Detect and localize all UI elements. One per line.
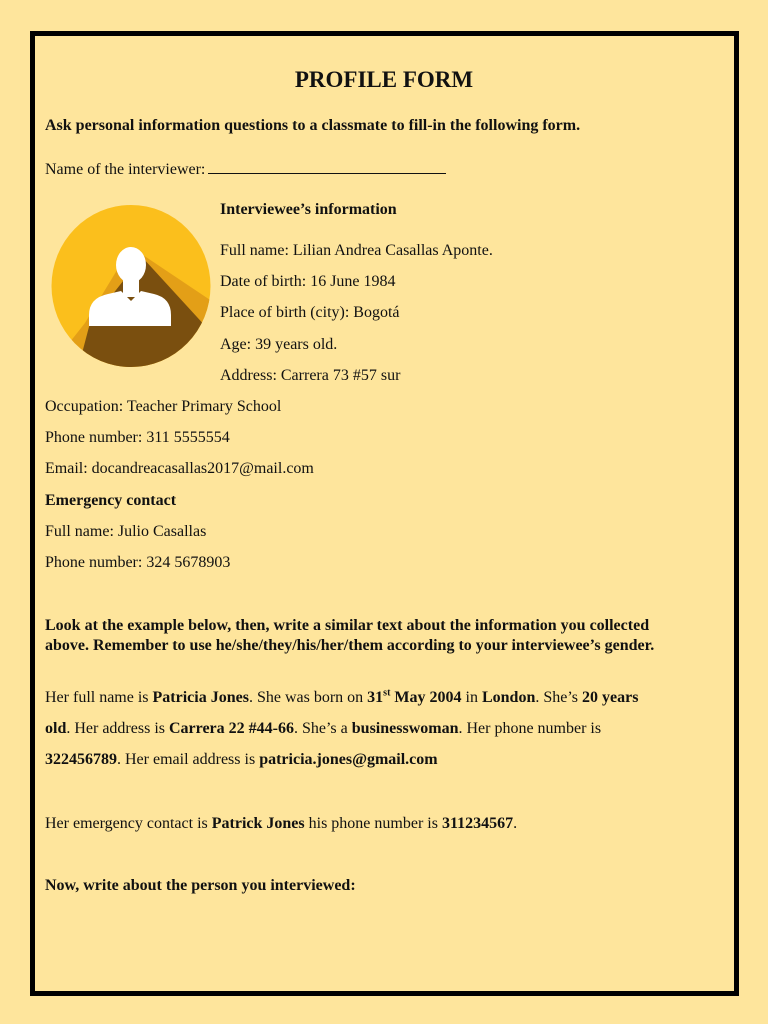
interviewee-occupation: Occupation: Teacher Primary School bbox=[45, 398, 282, 415]
interviewee-date-of-birth: Date of birth: 16 June 1984 bbox=[220, 273, 396, 290]
interviewee-phone: Phone number: 311 5555554 bbox=[45, 429, 230, 446]
interviewee-address: Address: Carrera 73 #57 sur bbox=[220, 367, 401, 384]
final-prompt: Now, write about the person you interviewed: bbox=[45, 877, 356, 894]
example-phone: 322456789 bbox=[45, 751, 117, 768]
interviewer-field[interactable] bbox=[45, 158, 446, 180]
example-email: patricia.jones@gmail.com bbox=[259, 751, 438, 768]
example-age-cont: old bbox=[45, 720, 67, 737]
instruction-text: Ask personal information questions to a classmate to fill-in the following form. bbox=[45, 117, 581, 134]
user-avatar-icon bbox=[50, 205, 212, 367]
example-job: businesswoman bbox=[351, 720, 459, 737]
example-text: . Her email address is bbox=[117, 751, 260, 768]
interviewee-age: Age: 39 years old. bbox=[220, 336, 338, 353]
emergency-example-text: . bbox=[513, 815, 518, 832]
example-text: . She’s a bbox=[293, 720, 352, 737]
example-month-year: May 2004 bbox=[390, 689, 462, 706]
example-address: Carrera 22 #44-66 bbox=[168, 720, 294, 737]
interviewer-blank-line[interactable] bbox=[208, 158, 446, 174]
interviewee-full-name: Full name: Lilian Andrea Casallas Aponte. bbox=[220, 242, 493, 259]
example-text: Her full name is bbox=[45, 689, 153, 706]
answer-area[interactable] bbox=[45, 900, 725, 978]
interviewee-place-of-birth: Place of birth (city): Bogotá bbox=[220, 304, 400, 321]
example-text: . Her address is bbox=[66, 720, 169, 737]
example-day-suffix: st bbox=[383, 687, 391, 699]
example-city: London bbox=[481, 689, 536, 706]
emergency-example-text: his phone number is bbox=[304, 815, 442, 832]
interviewee-email: Email: docandreacasallas2017@mail.com bbox=[45, 460, 314, 477]
task-line-2: above. Remember to use he/she/they/his/her/them according to your interviewee’s gender. bbox=[45, 637, 655, 654]
example-text: . She’s bbox=[535, 689, 583, 706]
example-name: Patricia Jones bbox=[152, 689, 249, 706]
example-line-2 bbox=[45, 719, 601, 739]
example-text: in bbox=[461, 689, 482, 706]
emergency-example-phone: 311234567 bbox=[441, 815, 514, 832]
emergency-full-name: Full name: Julio Casallas bbox=[45, 523, 207, 540]
page-title: PROFILE FORM bbox=[294, 67, 474, 92]
interviewer-label: Name of the interviewer: bbox=[45, 161, 206, 178]
example-text: . Her phone number is bbox=[458, 720, 602, 737]
interviewee-heading: Interviewee’s information bbox=[220, 201, 397, 218]
example-text: . She was born on bbox=[248, 689, 368, 706]
example-birth-date bbox=[367, 689, 461, 706]
emergency-example-name: Patrick Jones bbox=[211, 815, 305, 832]
example-line-3 bbox=[45, 750, 438, 770]
example-day: 31 bbox=[367, 689, 384, 706]
task-line-1: Look at the example below, then, write a similar text about the information you collected bbox=[45, 617, 650, 634]
example-age: 20 years bbox=[582, 689, 639, 706]
emergency-example-text: Her emergency contact is bbox=[45, 815, 212, 832]
emergency-heading: Emergency contact bbox=[45, 492, 177, 509]
emergency-phone: Phone number: 324 5678903 bbox=[45, 554, 231, 571]
emergency-example bbox=[45, 814, 517, 834]
example-line-1 bbox=[45, 688, 638, 708]
